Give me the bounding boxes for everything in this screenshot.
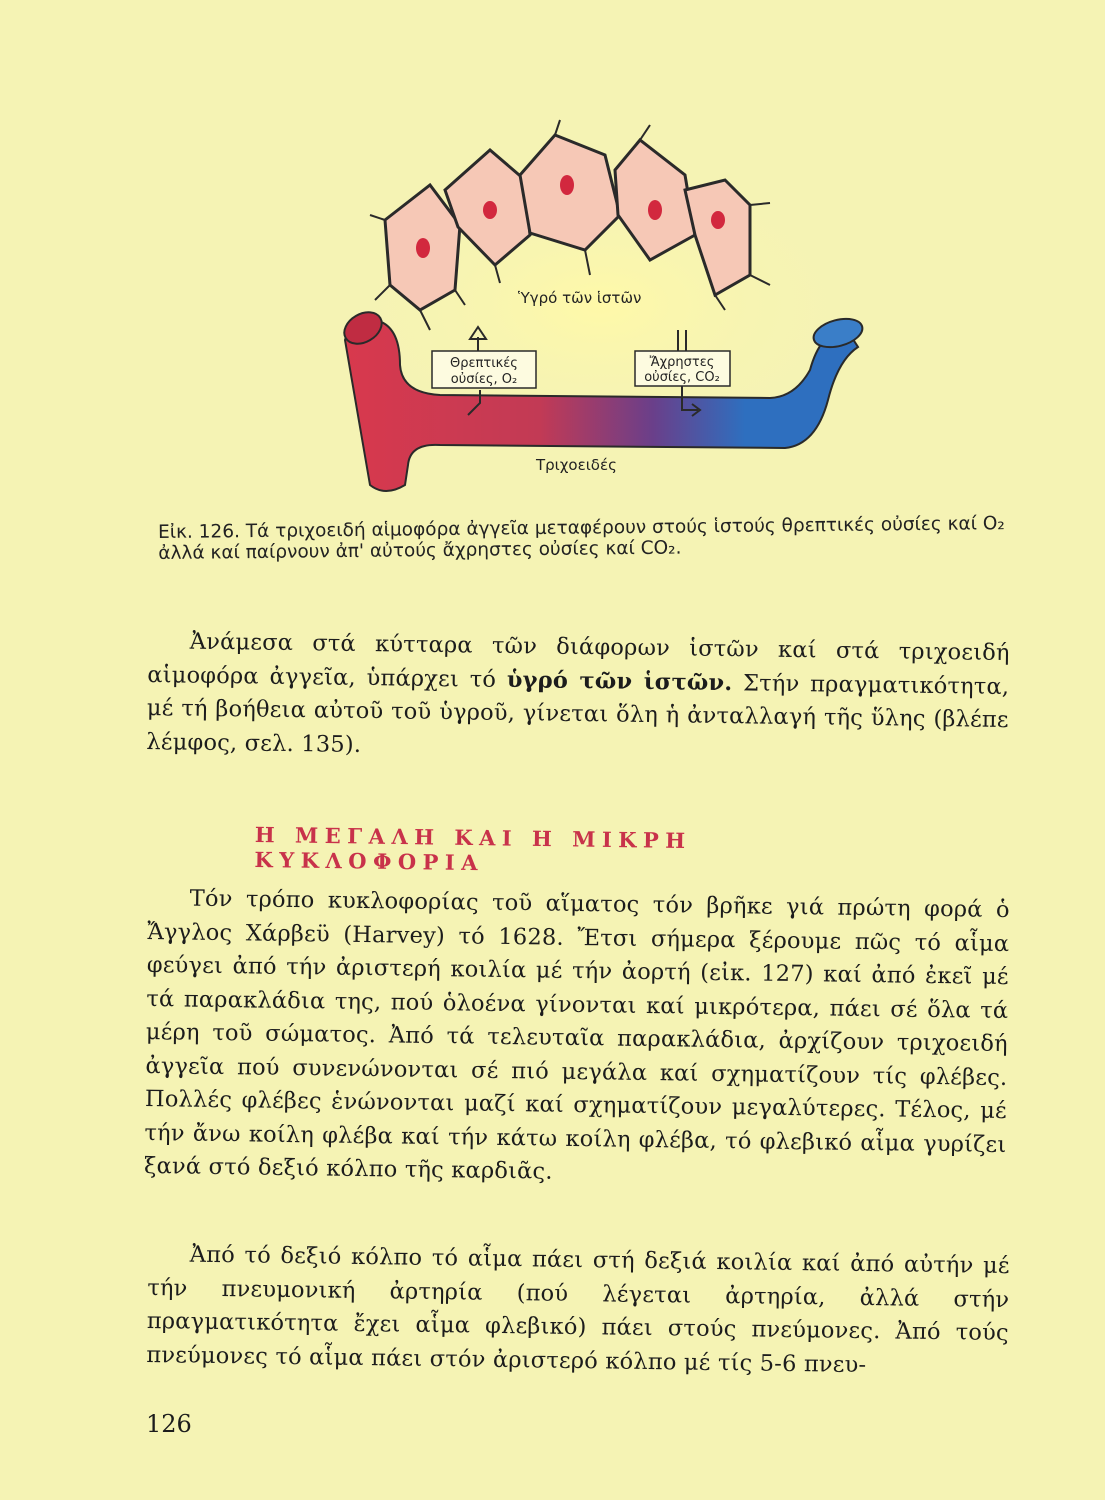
caption-prefix: Εἰκ. 126. [158,521,241,543]
nucleus-1 [416,238,430,258]
nucleus-5 [711,211,725,229]
capillary-diagram [330,115,870,505]
waste-box [635,351,730,386]
nucleus-3 [560,175,574,195]
waste-label-2: οὐσίες, CO₂ [644,370,720,385]
section-heading: Η ΜΕΓΑΛΗ ΚΑΙ Η ΜΙΚΡΗ ΚΥΚΛΟΦΟΡΙΑ [254,822,692,876]
paragraph-circulation: Τόν τρόπο κυκλοφορίας τοῦ αἵματος τόν βρῆκε γιά πρώτη φορά ὁ Ἄγγλος Χάρβεϋ (Harvey) τό 1628. Ἔτσι σήμερα ξέρουμε πῶς τό αἷμα φεύγει ἀπό τήν ἀριστερή κοιλία μέ τήν ἀορτή (εἰκ. 127) καί ἀπό ἐκεῖ μέ τά παρακλάδια της, πού ὁλοένα γίνονται καί μικρότερα, πάει σέ ὅλα τά μέρη τοῦ σώματος. Ἀπό τά τελευταῖα παρακλάδια, ἀρχίζουν τριχοειδή ἀγγεῖα πού συνενώνονται σέ πιό μεγάλα καί σχηματίζουν τίς φλέβες. Πολλές φλέβες ἑνώνονται μαζί καί σχηματίζουν μεγαλύτερες. Τέλος, μέ τήν ἄνω κοίλη φλέβα καί τήν κάτω κοίλη φλέβα, τό φλεβικό αἷμα γυρίζει ξανά στό δεξιό κόλπο τῆς καρδιᾶς. [143,885,1010,1185]
paragraph-tissue-fluid [146,625,1010,771]
tissue-fluid-label: Ὑγρό τῶν ἱστῶν [518,289,642,307]
nucleus-2 [483,201,497,219]
nutrients-label-1: Θρεπτικές [450,356,518,371]
paragraph1-after: Στήν πραγματικότητα, μέ τή βοήθεια αὐτοῦ τοῦ ὑγροῦ, γίνεται ὅλη ἡ ἀνταλλαγή τῆς ὕλης (βλέπε λέμφος, σελ. 135). [146,669,1010,758]
page-number: 126 [146,1410,192,1438]
paragraph-pulmonary: Ἀπό τό δεξιό κόλπο τό αἷμα πάει στή δεξιά κοιλία καί ἀπό αὐτήν μέ τήν πνευμονική ἀρτηρία (πού λέγεται ἀρτηρία, ἀλλά στήν πραγματικότητα ἔχει αἷμα φλεβικό) πάει στούς πνεύμονες. Ἀπό τούς πνεύμονες τό αἷμα πάει στόν ἀριστερό κόλπο μέ τίς 5-6 πνευ- [146,1241,1010,1378]
paragraph1-bold: ὑγρό τῶν ἱστῶν. [506,666,733,696]
waste-label-1: Ἄχρηστες [649,355,715,370]
capillary-label: Τριχοειδές [536,456,617,474]
caption-text: Τά τριχοειδή αἱμοφόρα ἀγγεῖα μεταφέρουν στούς ἱστούς θρεπτικές οὐσίες καί O₂ ἀλλά καί παίρνουν ἀπ' αὐτούς ἄχρηστες οὐσίες καί CO₂. [158,513,1005,564]
nutrients-box [432,351,536,388]
nucleus-4 [648,200,662,220]
figure-caption [158,513,1038,564]
capillary-exchange-figure [330,115,870,505]
paragraph1-before: Ἀνάμεσα στά κύτταρα τῶν διάφορων ἱστῶν καί στά τριχοειδή αἱμοφόρα ἀγγεῖα, ὑπάρχει τό [147,628,1010,693]
nutrients-label-2: οὐσίες, O₂ [450,372,518,387]
